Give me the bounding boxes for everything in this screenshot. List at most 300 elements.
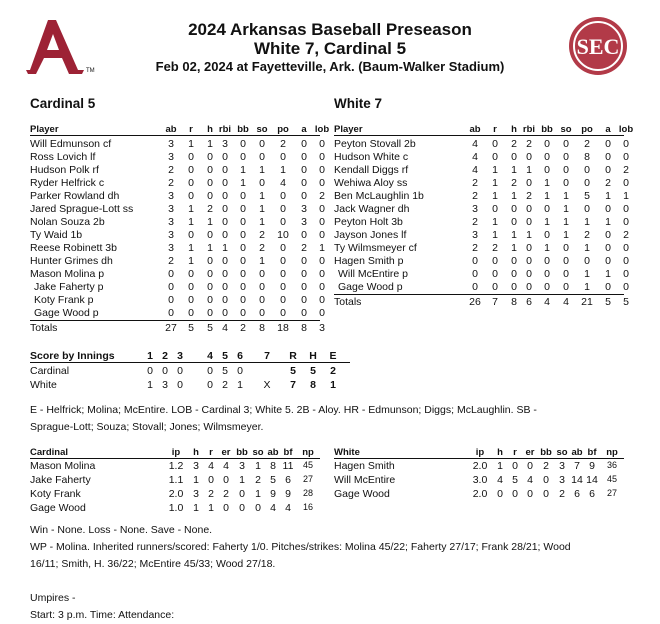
- column-header-r: r: [189, 124, 193, 135]
- stat-cell: 0: [301, 177, 307, 189]
- stat-cell: 0: [280, 281, 286, 293]
- stat-cell: 1: [511, 164, 517, 176]
- stat-cell: 1: [605, 216, 611, 228]
- stat-cell: 0: [623, 268, 629, 280]
- stat-cell: 0: [563, 255, 569, 267]
- stat-cell: 1: [280, 164, 286, 176]
- stat-cell: 0: [472, 268, 478, 280]
- pitcher-row: [334, 474, 624, 487]
- inning-header: 6: [237, 350, 243, 362]
- player-row: [30, 281, 325, 294]
- stat-cell: 1: [584, 216, 590, 228]
- stat-cell: 1: [207, 138, 213, 150]
- total-cell: 7: [492, 296, 498, 308]
- stat-cell: 0: [222, 268, 228, 280]
- pitch-cell: 6: [589, 488, 595, 500]
- pitcher-row: [30, 460, 320, 473]
- pitch-cell: 0: [223, 474, 229, 486]
- totals-label: Totals: [334, 296, 362, 308]
- player-name: Hudson White c: [334, 151, 409, 163]
- stat-cell: 3: [472, 203, 478, 215]
- column-header-a: a: [301, 124, 307, 135]
- stat-cell: 0: [301, 151, 307, 163]
- stat-cell: 0: [319, 307, 325, 319]
- inning-header: H: [309, 350, 317, 362]
- cardinal-pitching-table: [30, 447, 320, 515]
- stat-cell: 0: [301, 229, 307, 241]
- stat-cell: 0: [207, 151, 213, 163]
- stat-cell: 0: [280, 268, 286, 280]
- column-header-player: Player: [30, 124, 59, 135]
- total-cell: 5: [623, 296, 629, 308]
- stat-cell: 1: [526, 164, 532, 176]
- cardinal-batting-table: [30, 124, 330, 339]
- stat-cell: 3: [168, 190, 174, 202]
- stat-cell: 0: [544, 138, 550, 150]
- innings-row: [30, 379, 350, 392]
- pitch-cell: 7: [574, 460, 580, 472]
- column-header-so: so: [556, 447, 568, 458]
- stat-cell: 0: [544, 229, 550, 241]
- stat-cell: 0: [240, 242, 246, 254]
- stat-cell: 0: [605, 255, 611, 267]
- stat-cell: 0: [301, 255, 307, 267]
- total-cell: 5: [207, 322, 213, 334]
- stat-cell: 0: [623, 151, 629, 163]
- player-name: Jack Wagner dh: [334, 203, 410, 215]
- stat-cell: 0: [222, 203, 228, 215]
- pitch-cell: 4: [223, 460, 229, 472]
- stat-cell: 0: [319, 294, 325, 306]
- pitcher-row: [30, 474, 320, 487]
- stat-cell: 0: [188, 164, 194, 176]
- stat-cell: 2: [168, 164, 174, 176]
- inning-cell: 2: [222, 379, 228, 391]
- column-header-po: po: [277, 124, 289, 135]
- player-row: [30, 164, 325, 177]
- stat-cell: 1: [623, 190, 629, 202]
- stat-cell: 2: [584, 229, 590, 241]
- pitch-cell: 0: [512, 488, 518, 500]
- player-name: Kendall Diggs rf: [334, 164, 409, 176]
- pitch-cell: 3: [193, 460, 199, 472]
- stat-cell: 0: [623, 255, 629, 267]
- pitch-cell: 45: [302, 460, 313, 470]
- pitcher-row: [30, 488, 320, 501]
- column-header-so: so: [252, 447, 264, 458]
- stat-cell: 0: [207, 177, 213, 189]
- pitch-cell: 4: [270, 502, 276, 514]
- pitch-cell: 9: [270, 488, 276, 500]
- pitch-cell: 3: [559, 474, 565, 486]
- player-row: [30, 203, 325, 216]
- score-by-innings-table: [30, 350, 350, 392]
- stat-cell: 0: [511, 268, 517, 280]
- stat-cell: 0: [492, 268, 498, 280]
- totals-label: Totals: [30, 322, 58, 334]
- stat-cell: 2: [623, 164, 629, 176]
- column-header-r: r: [493, 124, 497, 135]
- pitch-cell: 5: [270, 474, 276, 486]
- stat-cell: 0: [623, 281, 629, 293]
- stat-cell: 2: [511, 138, 517, 150]
- stat-cell: 1: [584, 242, 590, 254]
- player-name: Peyton Stovall 2b: [334, 138, 416, 150]
- rule-line: [30, 458, 320, 459]
- stat-cell: 3: [301, 216, 307, 228]
- player-row: [30, 242, 325, 255]
- column-header-bf: bf: [283, 447, 293, 458]
- stat-cell: 1: [526, 229, 532, 241]
- stat-cell: 0: [222, 190, 228, 202]
- inning-cell: 5: [290, 365, 296, 377]
- inning-cell: 2: [330, 365, 336, 377]
- stat-cell: 0: [605, 229, 611, 241]
- pitch-cell: 1.0: [168, 502, 184, 514]
- stat-cell: 1: [492, 229, 498, 241]
- stat-cell: 0: [301, 281, 307, 293]
- stat-cell: 0: [207, 164, 213, 176]
- column-header-bb: bb: [541, 124, 553, 135]
- stat-cell: 0: [280, 255, 286, 267]
- total-cell: 2: [240, 322, 246, 334]
- sec-logo-text: SEC: [576, 34, 620, 59]
- column-header-lob: lob: [314, 124, 330, 135]
- pitch-cell: 1: [255, 488, 261, 500]
- stat-cell: 1: [492, 190, 498, 202]
- stat-cell: 1: [563, 216, 569, 228]
- total-cell: 5: [188, 322, 194, 334]
- player-name: Ty Wilmsmeyer cf: [334, 242, 417, 254]
- stat-cell: 3: [168, 216, 174, 228]
- stat-cell: 2: [207, 203, 213, 215]
- stat-cell: 0: [301, 138, 307, 150]
- stat-cell: 1: [544, 177, 550, 189]
- stat-cell: 0: [280, 203, 286, 215]
- stat-cell: 3: [168, 229, 174, 241]
- total-cell: 5: [605, 296, 611, 308]
- stat-cell: 1: [240, 164, 246, 176]
- pitcher-name: Mason Molina: [30, 460, 96, 472]
- stat-cell: 0: [222, 294, 228, 306]
- player-name: Gage Wood p: [338, 281, 403, 293]
- player-name: Mason Molina p: [30, 268, 105, 280]
- stat-cell: 0: [207, 281, 213, 293]
- pitch-cell: 2.0: [472, 460, 488, 472]
- stat-cell: 0: [222, 255, 228, 267]
- stat-cell: 2: [319, 190, 325, 202]
- stat-cell: 2: [259, 229, 265, 241]
- player-name: Ryder Helfrick c: [30, 177, 105, 189]
- inning-header: 5: [222, 350, 228, 362]
- stat-cell: 5: [584, 190, 590, 202]
- column-header-so: so: [560, 124, 572, 135]
- stat-cell: 0: [301, 190, 307, 202]
- stat-cell: 1: [492, 164, 498, 176]
- stat-cell: 0: [240, 307, 246, 319]
- stat-cell: 0: [319, 281, 325, 293]
- stat-cell: 0: [319, 138, 325, 150]
- stat-cell: 0: [188, 307, 194, 319]
- stat-cell: 0: [511, 216, 517, 228]
- player-row: [334, 229, 629, 242]
- stat-cell: 0: [280, 242, 286, 254]
- rule-line: [30, 135, 320, 136]
- column-header-ab: ab: [571, 447, 583, 458]
- stat-cell: 0: [584, 255, 590, 267]
- stat-cell: 1: [544, 242, 550, 254]
- stat-cell: 0: [222, 307, 228, 319]
- stat-cell: 0: [526, 216, 532, 228]
- stat-cell: 4: [280, 177, 286, 189]
- pitch-cell: 1: [255, 460, 261, 472]
- player-name: Jayson Jones lf: [334, 229, 407, 241]
- pitch-cell: 2: [543, 460, 549, 472]
- player-row: [30, 138, 325, 151]
- stat-cell: 0: [623, 177, 629, 189]
- column-header-bb: bb: [236, 447, 248, 458]
- pitcher-row: [30, 502, 320, 515]
- player-row: [334, 177, 629, 190]
- total-cell: 8: [301, 322, 307, 334]
- column-header-r: r: [513, 447, 517, 458]
- player-name: Gage Wood p: [34, 307, 99, 319]
- stat-cell: 3: [168, 242, 174, 254]
- player-row: [30, 255, 325, 268]
- pitch-cell: 3: [559, 460, 565, 472]
- pitch-cell: 2.0: [168, 488, 184, 500]
- pitch-cell: 27: [606, 488, 617, 498]
- pitch-cell: 1: [193, 502, 199, 514]
- total-cell: 27: [165, 322, 177, 334]
- rule-line: [334, 458, 624, 459]
- stat-cell: 0: [319, 216, 325, 228]
- stat-cell: 0: [526, 151, 532, 163]
- stat-cell: 0: [319, 255, 325, 267]
- stat-cell: 1: [240, 177, 246, 189]
- player-name: Hudson Polk rf: [30, 164, 99, 176]
- inning-cell: 0: [162, 365, 168, 377]
- stat-cell: 0: [188, 268, 194, 280]
- pitch-cell: 2: [223, 488, 229, 500]
- column-header-ab: ab: [165, 124, 177, 135]
- stat-cell: 2: [472, 242, 478, 254]
- pitch-cell: 4: [497, 474, 503, 486]
- inning-cell: 0: [147, 365, 153, 377]
- stat-cell: 4: [472, 164, 478, 176]
- pitch-cell: 0: [527, 460, 533, 472]
- stat-cell: 0: [472, 281, 478, 293]
- stat-cell: 0: [188, 177, 194, 189]
- column-header-ab: ab: [469, 124, 481, 135]
- stat-cell: 2: [472, 190, 478, 202]
- pitcher-row: [334, 460, 624, 473]
- player-row: [30, 177, 325, 190]
- stat-cell: 0: [472, 255, 478, 267]
- stat-cell: 2: [280, 138, 286, 150]
- stat-cell: 0: [259, 307, 265, 319]
- pitch-cell: 14: [586, 474, 598, 486]
- inning-cell: 0: [177, 365, 183, 377]
- pitcher-name: Will McEntire: [334, 474, 396, 486]
- stat-cell: 2: [301, 242, 307, 254]
- player-name: Peyton Holt 3b: [334, 216, 403, 228]
- stat-cell: 1: [544, 216, 550, 228]
- stat-cell: 1: [259, 164, 265, 176]
- stat-cell: 0: [280, 151, 286, 163]
- stat-cell: 0: [207, 294, 213, 306]
- stat-cell: 0: [259, 294, 265, 306]
- stat-cell: 1: [492, 177, 498, 189]
- pitch-cell: 9: [285, 488, 291, 500]
- pitch-cell: 0: [497, 488, 503, 500]
- player-name: Hunter Grimes dh: [30, 255, 113, 267]
- stat-cell: 0: [240, 281, 246, 293]
- stat-cell: 0: [563, 151, 569, 163]
- rule-line: [334, 294, 624, 295]
- column-header-rbi: rbi: [218, 124, 232, 135]
- stat-cell: 0: [240, 255, 246, 267]
- stat-cell: 3: [168, 203, 174, 215]
- stat-cell: 2: [472, 216, 478, 228]
- column-header-h: h: [207, 124, 213, 135]
- player-row: [334, 151, 629, 164]
- stat-cell: 3: [472, 229, 478, 241]
- pitch-cell: 2: [255, 474, 261, 486]
- column-header-bf: bf: [587, 447, 597, 458]
- pitcher-name: Jake Faherty: [30, 474, 91, 486]
- total-cell: 18: [277, 322, 289, 334]
- stat-cell: 1: [259, 203, 265, 215]
- inning-cell: 8: [310, 379, 316, 391]
- stat-cell: 1: [188, 242, 194, 254]
- stat-cell: 3: [301, 203, 307, 215]
- total-cell: 4: [544, 296, 550, 308]
- blank-line: [30, 573, 640, 590]
- player-row: [30, 190, 325, 203]
- inning-cell: 5: [310, 365, 316, 377]
- column-header-er: er: [525, 447, 535, 458]
- column-header-np: np: [302, 447, 314, 458]
- player-row: [334, 216, 629, 229]
- stat-cell: 0: [280, 294, 286, 306]
- stat-cell: 0: [584, 164, 590, 176]
- pitch-cell: 1: [239, 474, 245, 486]
- stat-cell: 0: [188, 229, 194, 241]
- inning-cell: 0: [207, 365, 213, 377]
- stat-cell: 1: [222, 242, 228, 254]
- pitch-cell: 0: [223, 502, 229, 514]
- pitch-cell: 11: [282, 460, 294, 472]
- stat-cell: 0: [188, 190, 194, 202]
- pitcher-name: Hagen Smith: [334, 460, 395, 472]
- pitching-team-label: Cardinal: [30, 447, 69, 458]
- pitcher-name: Gage Wood: [334, 488, 390, 500]
- player-row: [30, 229, 325, 242]
- stat-cell: 3: [168, 138, 174, 150]
- pitch-cell: 3: [193, 488, 199, 500]
- player-name: Jared Sprague-Lott ss: [30, 203, 134, 215]
- inning-cell: X: [263, 379, 271, 391]
- stat-cell: 0: [240, 216, 246, 228]
- stat-cell: 0: [240, 229, 246, 241]
- pitch-cell: 36: [606, 460, 617, 470]
- player-name: Koty Frank p: [34, 294, 94, 306]
- pitch-cell: 4: [208, 460, 214, 472]
- stat-cell: 1: [511, 229, 517, 241]
- stat-cell: 0: [544, 281, 550, 293]
- stat-cell: 0: [492, 281, 498, 293]
- stat-cell: 1: [188, 138, 194, 150]
- total-cell: 8: [259, 322, 265, 334]
- stat-cell: 0: [188, 151, 194, 163]
- player-name: Will McEntire p: [338, 268, 409, 280]
- player-row: [334, 281, 629, 294]
- stat-cell: 0: [605, 203, 611, 215]
- total-cell: 4: [563, 296, 569, 308]
- stat-cell: 0: [563, 268, 569, 280]
- stat-cell: 0: [280, 216, 286, 228]
- player-name: Will Edmunson cf: [30, 138, 112, 150]
- stat-cell: 0: [544, 268, 550, 280]
- white-pitching-table: [334, 447, 624, 503]
- pitch-cell: 0: [543, 488, 549, 500]
- pitch-cell: 9: [589, 460, 595, 472]
- pitch-cell: 0: [239, 488, 245, 500]
- column-header-so: so: [256, 124, 268, 135]
- stat-cell: 1: [563, 190, 569, 202]
- player-name: Jake Faherty p: [34, 281, 104, 293]
- column-header-h: h: [497, 447, 503, 458]
- inning-header: 2: [162, 350, 168, 362]
- pitch-cell: 2: [208, 488, 214, 500]
- stat-cell: 0: [222, 177, 228, 189]
- column-header-np: np: [606, 447, 618, 458]
- stat-cell: 0: [544, 255, 550, 267]
- pitch-cell: 0: [208, 474, 214, 486]
- pitch-cell: 0: [255, 502, 261, 514]
- stat-cell: 0: [280, 307, 286, 319]
- inning-cell: 1: [147, 379, 153, 391]
- game-date-location: Feb 02, 2024 at Fayetteville, Ark. (Baum-Walker Stadium): [155, 59, 505, 74]
- stat-cell: 0: [240, 190, 246, 202]
- inning-cell: 0: [207, 379, 213, 391]
- stat-cell: 1: [259, 255, 265, 267]
- pitch-cell: 4: [527, 474, 533, 486]
- stat-cell: 1: [511, 190, 517, 202]
- column-header-lob: lob: [618, 124, 634, 135]
- stat-cell: 2: [168, 255, 174, 267]
- column-header-bb: bb: [540, 447, 552, 458]
- inning-cell: 1: [237, 379, 243, 391]
- pitch-cell: 14: [571, 474, 583, 486]
- stat-cell: 3: [168, 151, 174, 163]
- player-row: [334, 138, 629, 151]
- stat-cell: 1: [207, 216, 213, 228]
- pitch-cell: 0: [527, 488, 533, 500]
- stat-cell: 0: [240, 203, 246, 215]
- white-batting-table: [334, 124, 634, 314]
- game-footer: [30, 522, 640, 624]
- stat-cell: 0: [526, 281, 532, 293]
- inning-header: 1: [147, 350, 153, 362]
- page-title: 2024 Arkansas Baseball Preseason: [188, 20, 472, 39]
- inning-cell: 0: [237, 365, 243, 377]
- stat-cell: 4: [472, 151, 478, 163]
- stat-cell: 0: [563, 177, 569, 189]
- pitch-cell: 0: [512, 460, 518, 472]
- stat-cell: 2: [605, 177, 611, 189]
